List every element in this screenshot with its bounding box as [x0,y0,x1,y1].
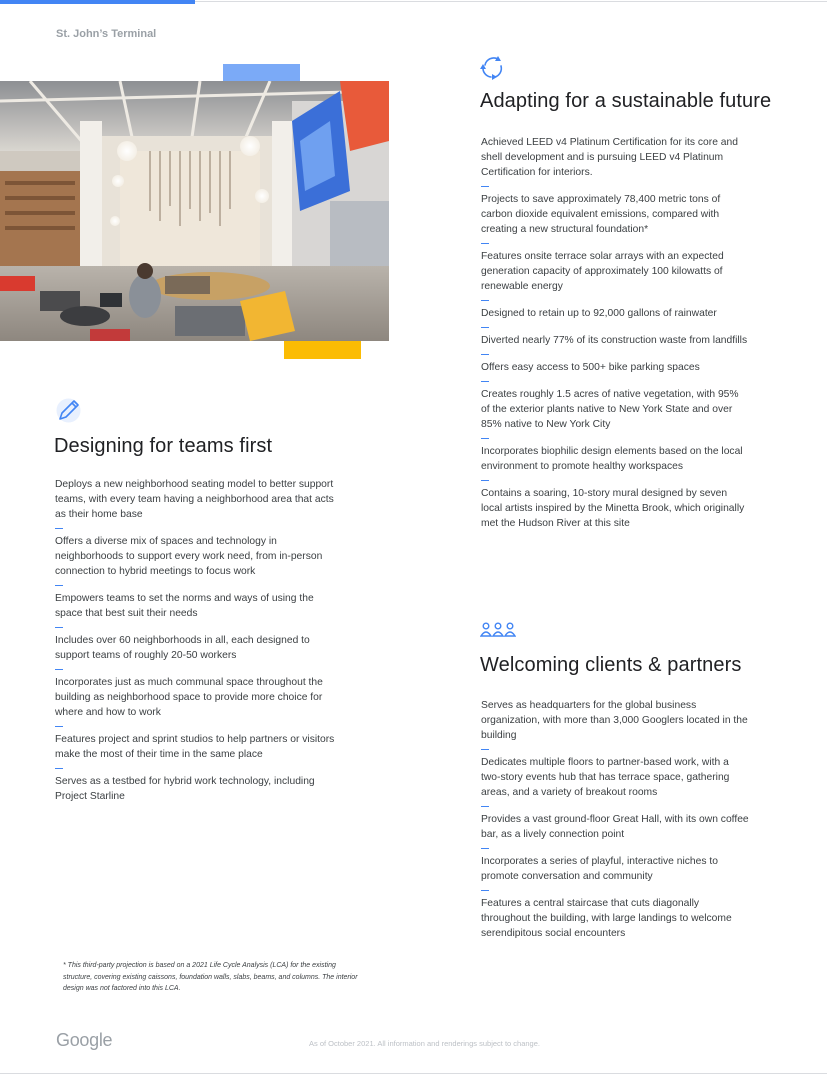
list-item [481,755,751,812]
top-divider [195,1,827,2]
photo-accent-yellow [284,341,361,359]
list-item-text: Diverted nearly 77% of its construction waste from landfills [481,335,748,346]
list-item-text: Serves as headquarters for the global business organization, with more than 3,000 Googlers located in the building [481,700,748,741]
list-item-text: Dedicates multiple floors to partner-based work, with a two-story events hub that has terrace space, gathering areas, and a variety of breakout rooms [481,757,730,798]
top-accent-bar [0,0,195,4]
list-item-text: Provides a vast ground-floor Great Hall, with its own coffee bar, as a lively connection point [481,814,749,840]
item-separator [481,381,489,382]
item-separator [481,243,489,244]
list-item-text: Designed to retain up to 92,000 gallons of rainwater [481,308,717,319]
list-item [481,854,751,896]
list-item-text: Serves as a testbed for hybrid work technology, including Project Starline [55,776,315,802]
footer-disclaimer: As of October 2021. All information and renderings subject to change. [309,1039,540,1048]
item-separator [55,528,63,529]
item-separator [481,354,489,355]
item-separator [481,806,489,807]
clients-list [481,698,751,953]
people-icon [480,622,516,638]
list-item [481,444,749,486]
item-separator [481,327,489,328]
list-item-text: Incorporates biophilic design elements based on the local environment to promote healthy workspaces [481,446,743,472]
item-separator [55,585,63,586]
list-item [55,534,337,591]
page-header-title: St. John’s Terminal [56,28,157,40]
bottom-divider [0,1073,827,1074]
recycle-icon [479,54,507,81]
list-item-text: Offers easy access to 500+ bike parking spaces [481,362,700,373]
teams-section-title: Designing for teams first [54,435,273,457]
item-separator [481,749,489,750]
list-item [481,698,751,755]
list-item [481,306,749,333]
list-item-text: Deploys a new neighborhood seating model to better support teams, with every team having a neighborhood area that acts as their home base [55,479,334,520]
list-item-text: Includes over 60 neighborhoods in all, each designed to support teams of roughly 20-50 workers [55,635,310,661]
list-item [481,812,751,854]
list-item [55,774,337,816]
item-separator [481,438,489,439]
item-separator [55,627,63,628]
sustainable-list [481,135,749,543]
list-item-text: Offers a diverse mix of spaces and technology in neighborhoods to support every work need, from in-person connection to hybrid meetings to focus work [55,536,323,577]
google-logo: Google [56,1030,113,1050]
list-item [55,633,337,675]
item-separator [55,726,63,727]
list-item [481,333,749,360]
clients-section-title: Welcoming clients & partners [480,654,742,676]
item-separator [481,890,489,891]
list-item [481,249,749,306]
list-item-text: Features a central staircase that cuts diagonally throughout the building, with large landings to welcome serendipitous social encounters [481,898,732,939]
list-item [55,477,337,534]
list-item [55,675,337,732]
item-separator [55,669,63,670]
list-item [481,192,749,249]
item-separator [481,300,489,301]
item-separator [481,480,489,481]
list-item [481,135,749,192]
office-interior-image [0,81,389,341]
sustainable-section-title: Adapting for a sustainable future [480,90,772,112]
list-item-text: Empowers teams to set the norms and ways of using the space that best suit their needs [55,593,314,619]
list-item-text: Projects to save approximately 78,400 metric tons of carbon dioxide equivalent emissions, compared with creating a new structural foundation* [481,194,721,235]
list-item-text: Achieved LEED v4 Platinum Certification for its core and shell development and is pursuing LEED v4 Platinum Certification for interiors. [481,137,738,178]
footnote: * This third-party projection is based on a 2021 Life Cycle Analysis (LCA) for the existing structure, covering existing caissons, foundation walls, slabs, beams, and columns. The interior design was not factored into this LCA. [63,962,358,992]
list-item [481,387,749,444]
pencil-icon [55,397,82,424]
list-item-text: Contains a soaring, 10-story mural designed by seven local artists inspired by the Minetta Brook, which originally met the Hudson River at this site [481,488,745,529]
photo-accent-blue [223,64,300,81]
list-item-text: Incorporates just as much communal space throughout the building as neighborhood space to provide more choice for where and how to work [55,677,323,718]
item-separator [55,768,63,769]
teams-list [55,477,337,816]
list-item-text: Features onsite terrace solar arrays with an expected generation capacity of approximately 100 kilowatts of renewable energy [481,251,724,292]
list-item [55,732,337,774]
item-separator [481,848,489,849]
list-item-text: Features project and sprint studios to help partners or visitors make the most of their time in the same place [55,734,335,760]
list-item [481,360,749,387]
list-item-text: Incorporates a series of playful, interactive niches to promote conversation and community [481,856,718,882]
list-item-text: Creates roughly 1.5 acres of native vegetation, with 95% of the exterior plants native to New York State and over 85% native to New York City [481,389,739,430]
list-item [481,486,749,543]
item-separator [481,186,489,187]
office-photo [0,81,389,341]
list-item [55,591,337,633]
list-item [481,896,751,953]
